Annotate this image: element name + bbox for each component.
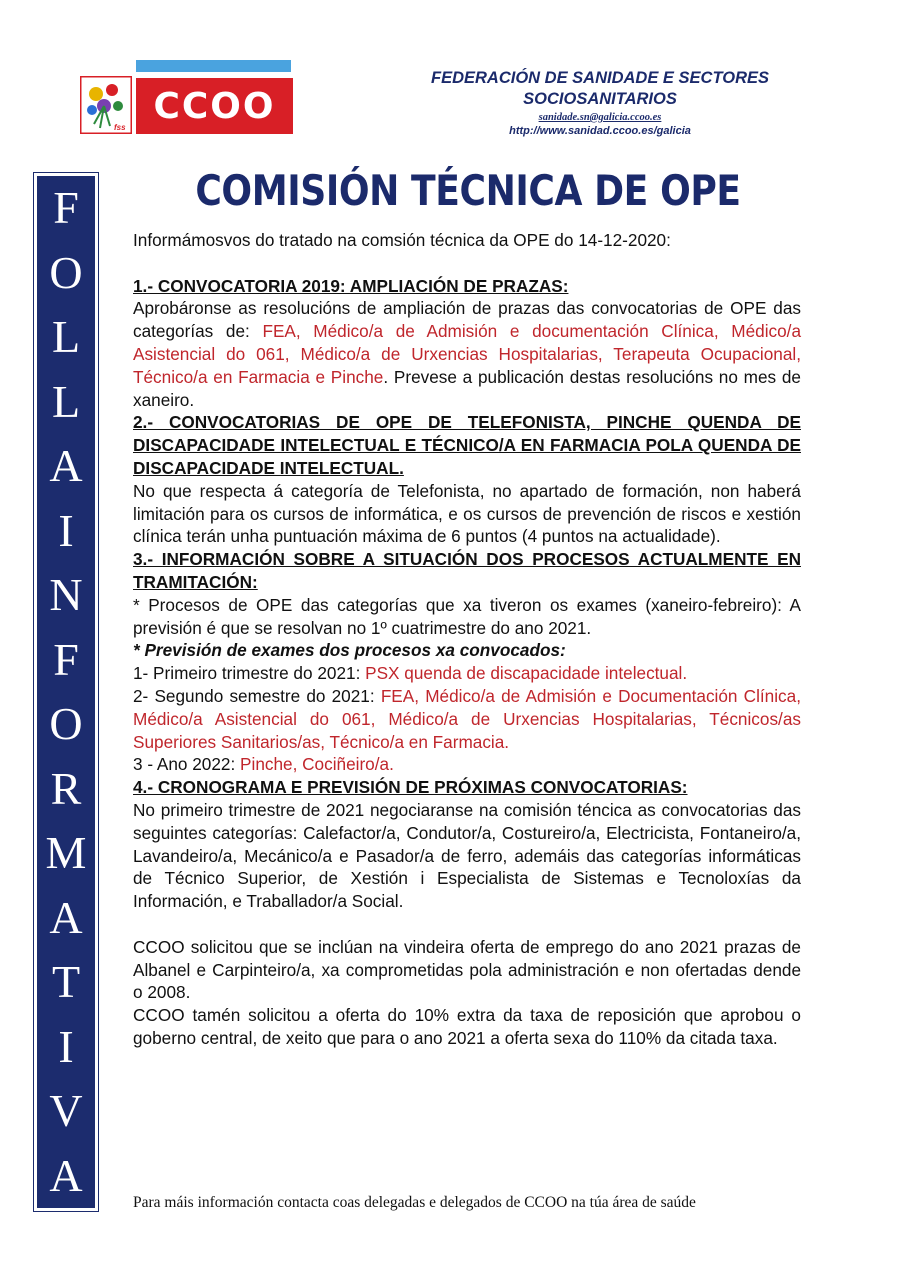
side-banner-letter: A (49, 891, 83, 943)
side-banner (33, 172, 99, 1212)
item-2-label: 2- Segundo semestre do 2021: (133, 685, 381, 706)
side-banner-letter: N (49, 569, 83, 621)
section-3-heading: 3.- INFORMACIÓN SOBRE A SITUACIÓN DOS PROCESOS ACTUALMENTE EN TRAMITACIÓN: (133, 549, 801, 592)
logo-red-box (136, 78, 293, 134)
side-banner-letter: A (49, 440, 83, 492)
side-banner-letter: F (53, 633, 79, 685)
website-link[interactable]: http://www.sanidad.ccoo.es/galicia (509, 125, 691, 137)
section-3-item-1 (133, 662, 801, 685)
side-banner-letter: I (58, 504, 74, 556)
section-1-text-b: . Prevese a publicación destas resolucións no mes de xaneiro. (133, 366, 801, 410)
section-3-item-2 (133, 685, 801, 753)
item-3-categories: Pinche, Cociñeiro/a. (240, 754, 394, 775)
ccoo-logo (80, 60, 293, 134)
org-line-2: SOCIOSANITARIOS (523, 90, 677, 108)
section-4-heading: 4.- CRONOGRAMA E PREVISIÓN DE PRÓXIMAS CONVOCATORIAS: (133, 777, 688, 798)
item-1-label: 1- Primeiro trimestre do 2021: (133, 663, 366, 684)
spacer (133, 913, 801, 936)
email-link[interactable]: sanidade.sn@galicia.ccoo.es (538, 112, 662, 123)
side-banner-letter: O (49, 698, 83, 750)
item-1-categories: PSX quenda de discapacidade intelectual. (365, 663, 688, 684)
side-banner-inner (37, 176, 95, 1208)
side-banner-letter: T (51, 956, 81, 1008)
item-3-label: 3 - Ano 2022: (133, 754, 241, 775)
side-banner-letter: L (51, 311, 81, 363)
page-title: COMISIÓN TÉCNICA DE OPE (195, 166, 741, 215)
side-banner-letter: O (49, 246, 83, 298)
side-banner-letter: I (58, 1020, 74, 1072)
item-2-categories: FEA, Médico/a de Admisión e Documentación Clínica, Médico/a Asistencial do 061, Médico/a de Urxencias Hospitalarias, Técnicos/as Superiores Sanitarios/as, Técnico/a en Farmacia. (133, 685, 801, 752)
org-line-1: FEDERACIÓN DE SANIDADE E SECTORES (431, 69, 769, 87)
side-banner-letter: M (45, 827, 87, 879)
side-banner-letter: L (51, 375, 81, 427)
section-3-item-3 (133, 753, 801, 776)
logo-text: CCOO (153, 86, 276, 127)
footer-note: Para máis información contacta coas delegadas e delegados de CCOO na túa área de saúde (133, 1194, 696, 1211)
side-banner-letter: R (50, 762, 82, 814)
section-3-text: * Procesos de OPE das categorías que xa tiveron os exames (xaneiro-febreiro): A previsión é que se resolvan no 1º cuatrimestre do ano 2021. (133, 594, 801, 638)
logo-fss-label: fss (114, 123, 126, 132)
side-banner-letter: A (49, 1149, 83, 1201)
section-1-heading: 1.- CONVOCATORIA 2019: AMPLIACIÓN DE PRAZAS: (133, 275, 569, 296)
section-1-categories: FEA, Médico/a de Admisión e documentación Clínica, Médico/a Asistencial do 061, Médico/a de Urxencias Hospitalarias, Terapeuta Ocupacional, Técnico/a en Farmacia e Pinche (133, 321, 801, 387)
paragraph-5: CCOO solicitou que se inclúan na vindeira oferta de emprego do ano 2021 prazas de Albanel e Carpinteiro/a, xa comprometidas pola administración e non ofertadas dende o 2008. (133, 936, 801, 1003)
side-banner-letter: F (53, 182, 79, 234)
section-2-heading: 2.- CONVOCATORIAS DE OPE DE TELEFONISTA, PINCHE QUENDA DE DISCAPACIDADE INTELECTUAL E TÉCNICO/A EN FARMACIA POLA QUENDA DE DISCAPACIDADE INTELECTUAL. (133, 412, 801, 478)
side-banner-letter: V (49, 1085, 83, 1137)
organization-name (400, 68, 800, 110)
section-3-subheading: * Previsión de exames dos procesos xa convocados: (133, 640, 566, 661)
section-4-text: No primeiro trimestre de 2021 negociaranse na comisión téncica as convocatorias das seguintes categorías: Calefactor/a, Condutor/a, Costureiro/a, Electricista, Fontaneiro/a, Lavandeiro/a, Mecánico/a e Pasador/a de ferro, ademáis das categorías informáticas de Técnico Superior, de Xestión i Especialista de Sistemas e Tecnoloxías da Información, e Traballador/a Social. (133, 799, 801, 912)
section-2-text: No que respecta á categoría de Telefonista, no apartado de formación, non haberá limitación para os cursos de informática, e os cursos de prevención de riscos e xestión clínica terán unha puntuación máxima de 6 puntos (4 puntos na actualidade). (133, 480, 801, 547)
paragraph-6: CCOO tamén solicitou a oferta do 10% extra da taxa de reposición que aprobou o goberno central, de xeito que para o ano 2021 a oferta sexa do 110% da citada taxa. (133, 1005, 801, 1048)
section-1-text-a: Aprobáronse as resolucións de ampliación de prazas das convocatorias de OPE das categorías de: (133, 298, 801, 342)
logo-blue-bar (136, 60, 291, 72)
intro-text: Informámosvos do tratado na comsión técnica da OPE do 14-12-2020: (133, 230, 671, 250)
section-1-text (133, 297, 801, 411)
document-body (133, 229, 801, 1050)
